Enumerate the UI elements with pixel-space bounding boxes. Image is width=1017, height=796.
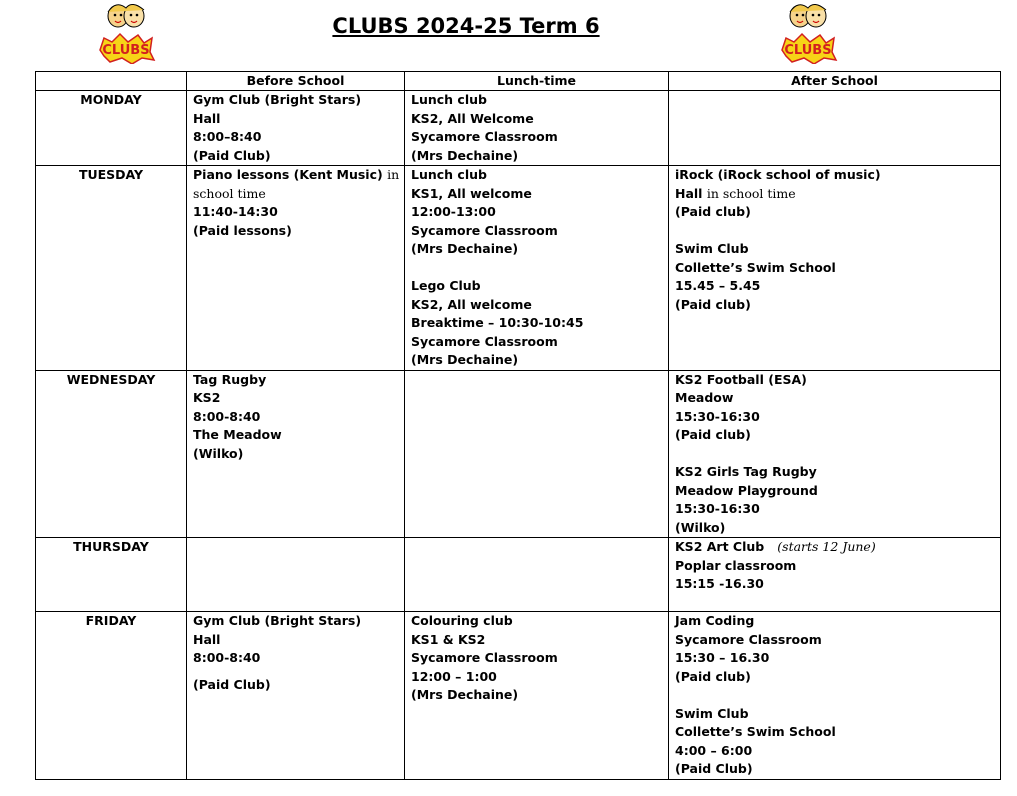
cell-line: Lunch club — [411, 167, 487, 182]
cell-line: (Paid club) — [675, 204, 751, 219]
cell-line: KS2 Football (ESA) — [675, 371, 807, 387]
after-school-cell — [669, 370, 1001, 538]
cell-line: Gym Club (Bright Stars) — [193, 92, 362, 107]
before-school-cell — [187, 166, 405, 371]
cell-line: (Mrs Dechaine) — [411, 352, 519, 367]
header-day — [36, 72, 187, 91]
cell-line: (Wilko) — [675, 519, 726, 535]
cell-line: Tag Rugby — [193, 371, 267, 387]
clubs-timetable — [35, 71, 1001, 780]
cell-line: Sycamore Classroom — [411, 222, 558, 238]
venue: Hall — [675, 185, 703, 201]
table-row — [36, 370, 1001, 538]
cell-line: (Mrs Dechaine) — [411, 241, 519, 256]
cell-line: Sycamore Classroom — [411, 650, 558, 665]
cell-line: Meadow — [675, 390, 734, 405]
before-school-cell — [187, 370, 405, 538]
cell-line: Sycamore Classroom — [411, 333, 558, 349]
logo-text: CLUBS — [784, 43, 832, 58]
cell-line: Hall — [193, 110, 221, 126]
cell-line: 8:00-8:40 — [193, 408, 261, 424]
cell-line: Hall — [193, 631, 221, 647]
day-cell: TUESDAY — [36, 166, 187, 371]
cell-line: (Paid Club) — [193, 676, 271, 692]
cell-line: (Mrs Dechaine) — [411, 687, 519, 702]
cell-note: in school time — [706, 185, 796, 201]
page-title: CLUBS 2024-25 Term 6 — [332, 14, 600, 38]
lunch-time-cell — [405, 370, 669, 538]
cell-line: Lego Club — [411, 278, 481, 293]
cell-line: (Wilko) — [193, 445, 244, 461]
lunch-time-cell — [405, 538, 669, 612]
cell-line: Meadow Playground — [675, 482, 818, 498]
cell-line: 8:00-8:40 — [193, 650, 261, 665]
spacer — [675, 445, 994, 464]
cell-line: 8:00–8:40 — [193, 129, 262, 144]
cell-line: The Meadow — [193, 427, 282, 442]
day-cell: MONDAY — [36, 91, 187, 166]
day-cell: THURSDAY — [36, 538, 187, 612]
table-row — [36, 166, 1001, 371]
cell-line: 15:30-16:30 — [675, 408, 760, 424]
cell-line: Sycamore Classroom — [411, 129, 558, 144]
cell-line: 15:30-16:30 — [675, 501, 760, 516]
cell-line: Collette’s Swim School — [675, 724, 836, 739]
cell-line: KS2 — [193, 390, 221, 405]
cell-note: in — [387, 167, 400, 182]
cell-line: 15:30 – 16.30 — [675, 650, 770, 665]
cell-line — [675, 185, 994, 204]
lunch-time-cell — [405, 91, 669, 166]
cell-line: Jam Coding — [675, 613, 755, 628]
day-cell: FRIDAY — [36, 612, 187, 780]
club-name: Piano lessons (Kent Music) — [193, 167, 383, 182]
cell-line: Swim Club — [675, 241, 749, 256]
start-date-note: (starts 12 June) — [777, 539, 876, 554]
cell-line: KS1 & KS2 — [411, 631, 486, 647]
cell-line: Swim Club — [675, 705, 749, 721]
header-row — [36, 72, 1001, 91]
after-school-cell — [669, 166, 1001, 371]
cell-line: (Paid Club) — [675, 761, 753, 776]
cell-line: Colouring club — [411, 613, 513, 628]
spacer — [675, 686, 994, 705]
cell-line: KS2, All Welcome — [411, 110, 534, 126]
cell-line: KS2, All welcome — [411, 296, 532, 312]
cell-line: (Mrs Dechaine) — [411, 147, 519, 163]
cell-line: 4:00 – 6:00 — [675, 742, 753, 758]
cell-line: 11:40-14:30 — [193, 204, 278, 219]
cell-line: iRock (iRock school of music) — [675, 167, 881, 182]
after-school-cell — [669, 91, 1001, 166]
logo-text: CLUBS — [102, 43, 150, 58]
cell-line: 15:15 -16.30 — [675, 576, 764, 591]
after-school-cell — [669, 538, 1001, 612]
cell-line: Lunch club — [411, 92, 487, 107]
club-name: KS2 Art Club — [675, 539, 765, 554]
lunch-time-cell — [405, 166, 669, 371]
before-school-cell — [187, 612, 405, 780]
table-row — [36, 612, 1001, 780]
spacer — [675, 222, 994, 241]
cell-line: 15.45 – 5.45 — [675, 278, 761, 293]
after-school-cell — [669, 612, 1001, 780]
cell-line: KS2 Girls Tag Rugby — [675, 464, 817, 479]
spacer — [411, 259, 662, 278]
cell-line — [675, 538, 994, 557]
cell-line: KS1, All welcome — [411, 185, 532, 201]
cell-line: Sycamore Classroom — [675, 631, 822, 647]
cell-line: (Paid lessons) — [193, 222, 292, 238]
cell-line: (Paid club) — [675, 427, 751, 442]
day-cell: WEDNESDAY — [36, 370, 187, 538]
header-after-school: After School — [669, 72, 1001, 91]
header-lunch-time: Lunch-time — [405, 72, 669, 91]
cell-line: 12:00-13:00 — [411, 204, 496, 219]
cell-note: school time — [193, 185, 266, 201]
cell-line: (Paid Club) — [193, 147, 271, 163]
cell-line: (Paid club) — [675, 296, 751, 312]
cell-line: Collette’s Swim School — [675, 259, 836, 275]
cell-line — [193, 166, 398, 185]
table-row — [36, 91, 1001, 166]
table-row — [36, 538, 1001, 612]
cell-line: Breaktime – 10:30-10:45 — [411, 315, 584, 330]
cell-line: Gym Club (Bright Stars) — [193, 613, 362, 628]
header-before-school: Before School — [187, 72, 405, 91]
cell-line: Poplar classroom — [675, 557, 797, 573]
lunch-time-cell — [405, 612, 669, 780]
cell-line: 12:00 – 1:00 — [411, 668, 497, 684]
before-school-cell — [187, 538, 405, 612]
cell-line: (Paid club) — [675, 668, 751, 684]
before-school-cell — [187, 91, 405, 166]
